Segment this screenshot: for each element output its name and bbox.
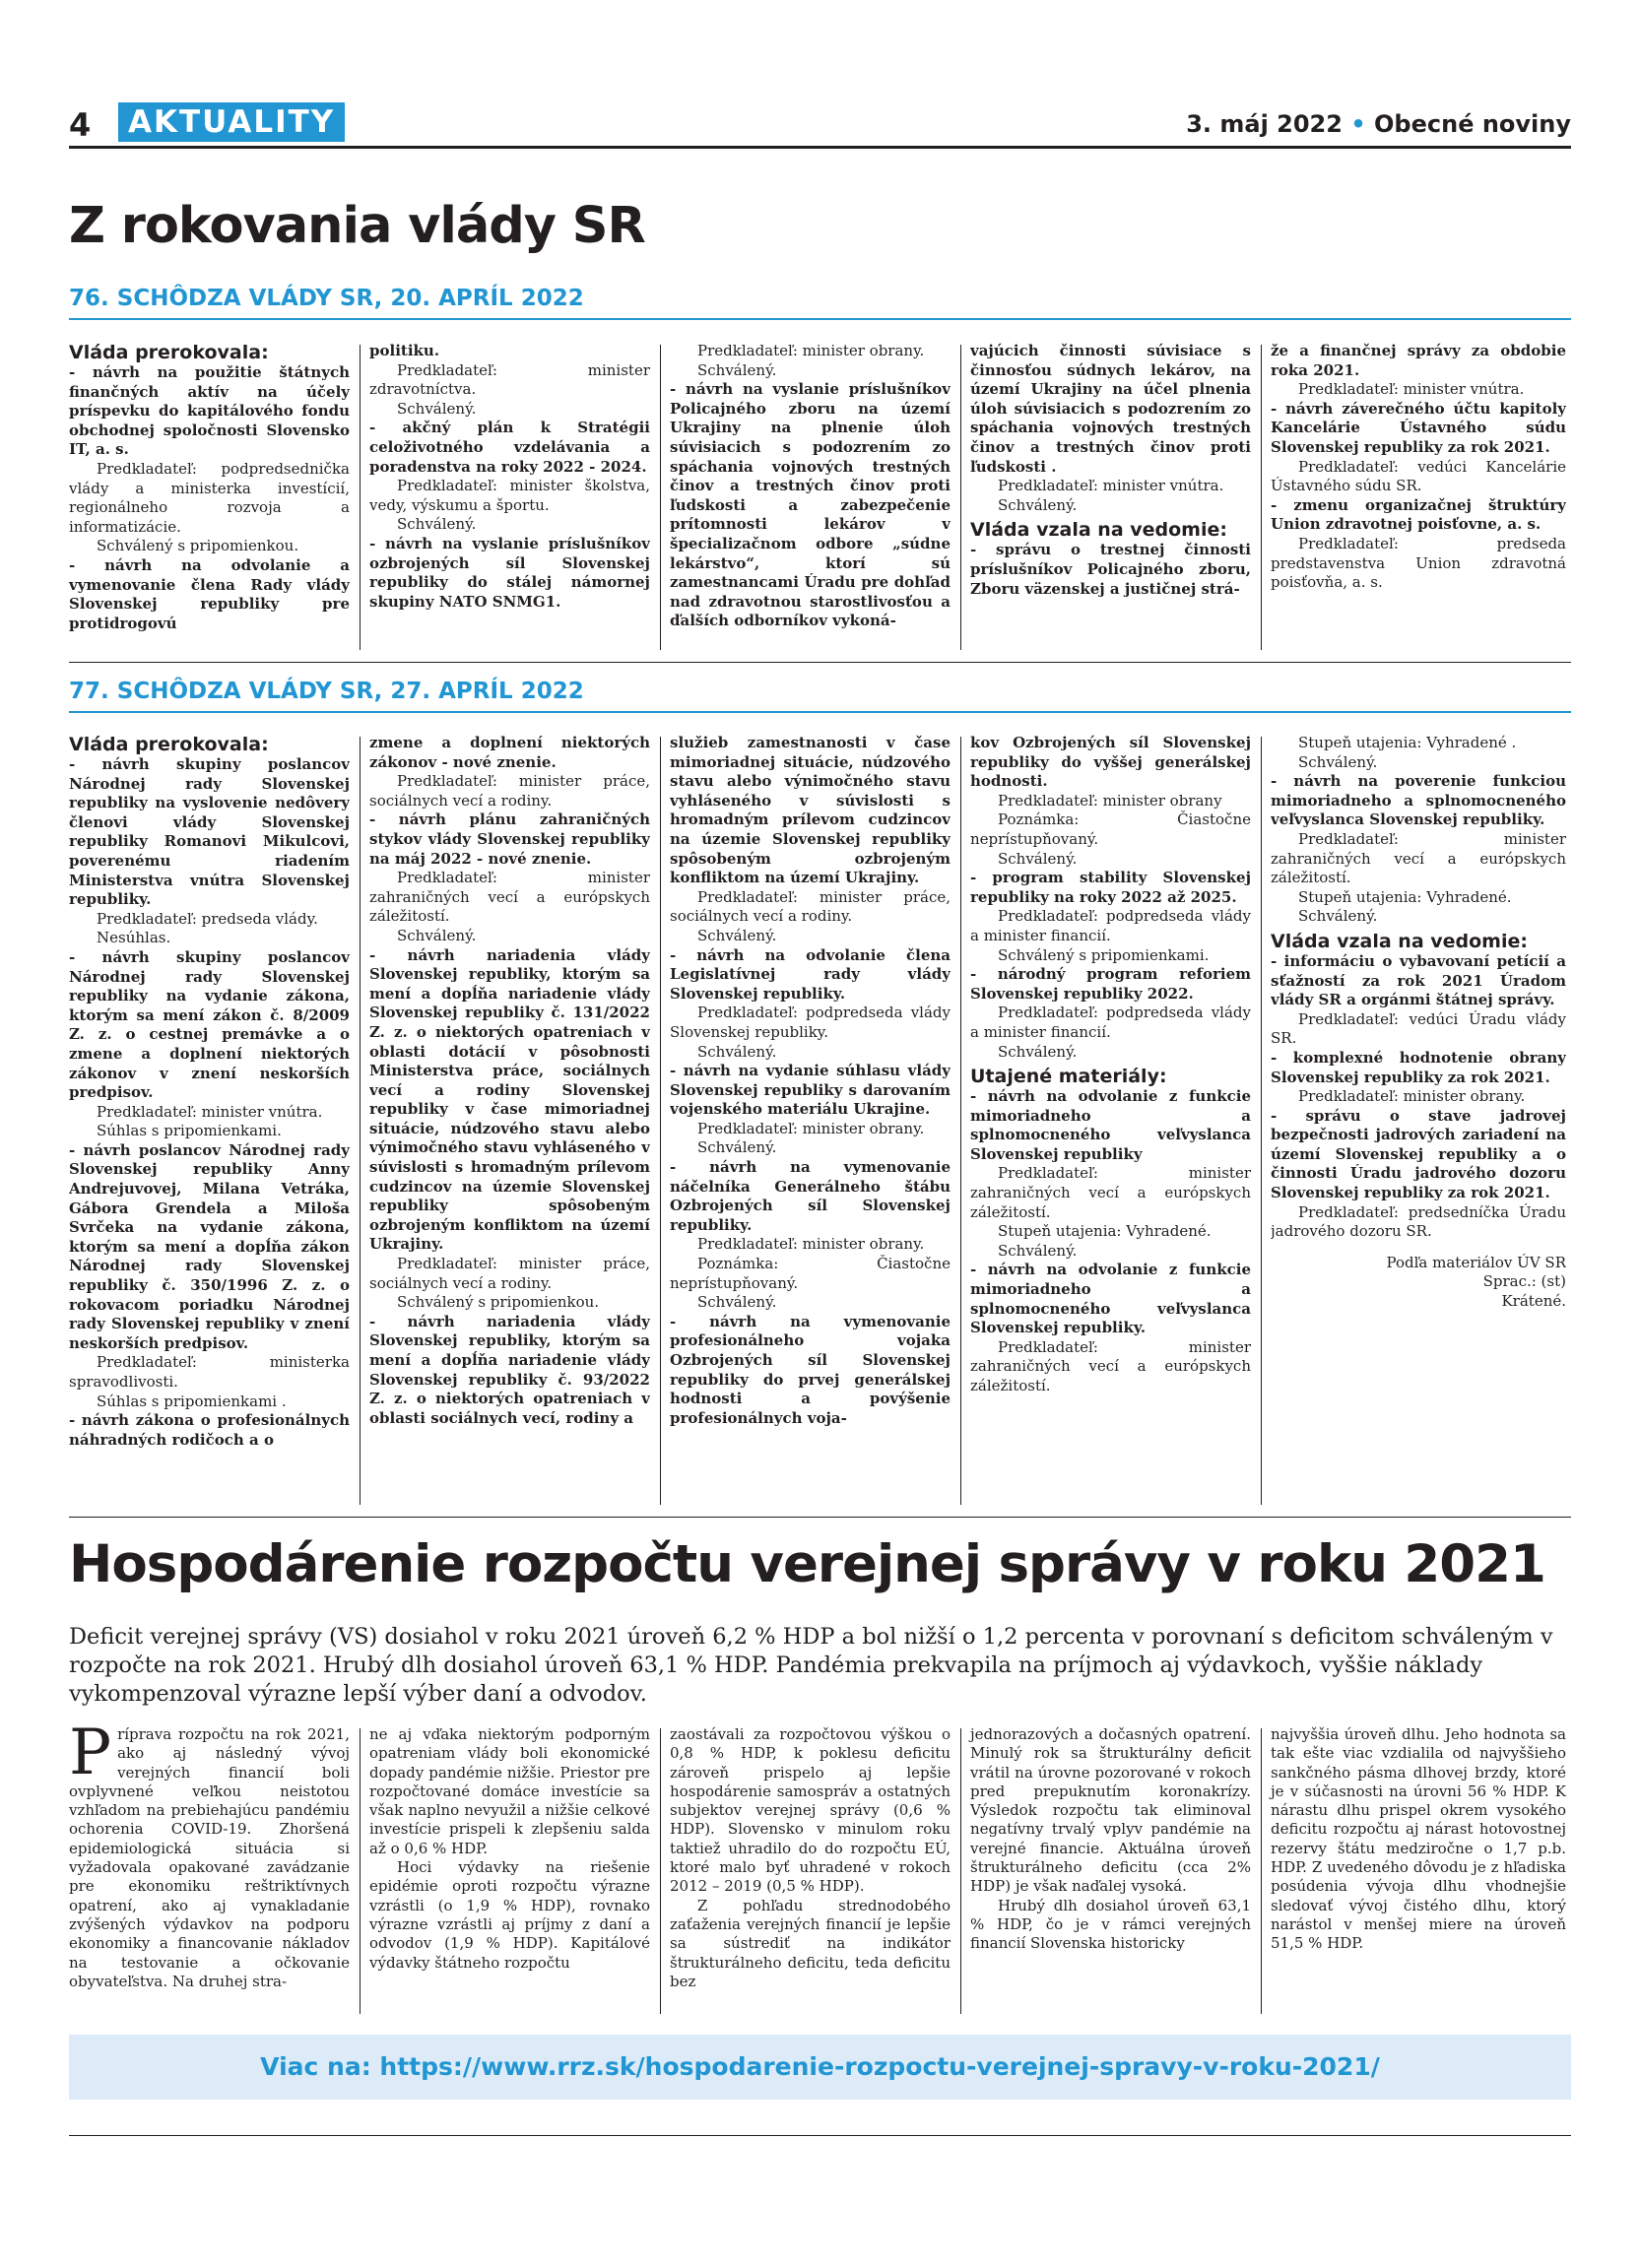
agenda-detail: Stupeň utajenia: Vyhradené. [1298,887,1512,906]
agenda-detail: Schválený s pripomienkou. [397,1293,600,1312]
agenda-detail: Schválený. [697,1042,777,1061]
agenda-detail: Predkladateľ: minister školstva, vedy, výskumu a športu. [369,477,650,514]
agenda-detail: Predkladateľ: predsedníčka Úradu jadrového dozoru SR. [1271,1202,1566,1241]
page-number: 4 [69,106,92,144]
session77-rule [69,711,1571,713]
agenda-item: - akčný plán k Stratégii celoživotného vzdelávania a poradenstva na roky 2022 - 2024. [369,419,650,476]
agenda-item: - program stability Slovenskej republiky na roky 2022 až 2025. [970,869,1251,906]
s76-column-4 [970,342,1251,647]
section-heading: Vláda vzala na vedomie: [970,519,1227,542]
column-divider [360,345,361,650]
agenda-item: - správu o trestnej činnosti príslušníkov Policajného zboru, Zboru väzenskej a justičnej strá- [970,541,1251,598]
s77-column-4 [970,734,1251,1507]
source-note: Sprac.: (st) [1482,1272,1566,1291]
footer-rule [69,2135,1571,2136]
agenda-detail: Schválený. [397,399,477,418]
agenda-detail: Predkladateľ: minister vnútra. [1298,380,1525,399]
column-divider [1261,1728,1262,2014]
agenda-detail: Predkladateľ: minister zdravotníctva. [369,360,650,399]
column-divider [960,1728,961,2014]
agenda-detail: Predkladateľ: minister vnútra. [998,477,1224,495]
paragraph: jednorazových a dočasných opatrení. Minulý rok sa štrukturálny deficit vrátil na úrovne pozorované v rokoch pred prepuknutím koronakrízy. Výsledok rozpočtu tak eliminoval negatívny trvalý vplyv pandémie na verejné financie. Aktuálna úroveň štrukturálneho deficitu (cca 2% HDP) je však naďalej vysoká. [970,1725,1251,1896]
paragraph: zaostávali za rozpočtovou výškou o 0,8 % HDP, k poklesu deficitu zároveň prispelo aj lepšie hospodárenie samospráv a ostatných subjektov verejnej správy (0,6 % HDP). Slovensko v minulom roku taktiež uhradilo do do rozpočtu EÚ, ktoré malo byť uhradené v rokoch 2012 – 2019 (0,5 % HDP). [670,1725,951,1896]
paragraph: najvyššia úroveň dlhu. Jeho hodnota sa tak ešte viac vzdialila od najvyššieho sankčného pásma dlhovej brzdy, ktoré je v súčasnosti na úrovni 56 % HDP. K nárastu dlhu prispel okrem vysokého deficitu rozpočtu aj nárast hotovostnej rezervy štátu medziročne o 1,7 p.b. HDP. Z uvedeného dôvodu je z hľadiska posúdenia vývoja dlhu vhodnejšie sledovať vývoj čistého dlhu, ktorý narástol v menšej miere na úroveň 51,5 % HDP. [1271,1725,1566,1953]
issue-date: 3. máj 2022 [1186,110,1343,138]
section-heading: Vláda vzala na vedomie: [1271,930,1528,952]
agenda-item: kov Ozbrojených síl Slovenskej republiky do vyššej generálskej hodnosti. [970,734,1251,791]
agenda-item: - národný program reforiem Slovenskej republiky 2022. [970,965,1251,1003]
bullet-separator: • [1350,110,1366,138]
agenda-detail: Schválený. [998,1042,1078,1061]
agenda-item: - zmenu organizačnej štruktúry Union zdravotnej poisťovne, a. s. [1271,495,1566,534]
source-note: Podľa materiálov ÚV SR [1386,1253,1566,1271]
agenda-detail: Predkladateľ: podpredseda vlády a minister financií. [970,907,1251,944]
agenda-detail: Schválený. [397,515,477,534]
agenda-detail: Predkladateľ: minister práce, sociálnych vecí a rodiny. [369,1255,650,1292]
s77-column-3 [670,734,951,1507]
s76-column-3 [670,342,951,647]
session-rule [69,662,1571,663]
agenda-item: - návrh na odvolanie z funkcie mimoriadneho a splnomocneného veľvyslanca Slovenskej republiky [970,1087,1251,1163]
article2-lead: Deficit verejnej správy (VS) dosiahol v roku 2021 úroveň 6,2 % HDP a bol nižší o 1,2 percenta v porovnaní s deficitom schváleným v rozpočte na rok 2021. Hrubý dlh dosiahol úroveň 63,1 % HDP. Pandémia prekvapila na príjmoch aj výdavkoch, vyššie náklady vykompenzoval výrazne lepší výber daní a odvodov. [69,1624,1553,1707]
session76-heading: 76. SCHÔDZA VLÁDY SR, 20. APRÍL 2022 [69,286,584,311]
header-rule [69,146,1571,149]
article2-title: Hospodárenie rozpočtu verejnej správy v roku 2021 [69,1534,1545,1594]
agenda-item: že a finančnej správy za obdobie roka 2021. [1271,342,1566,379]
agenda-item: - návrh na odvolanie z funkcie mimoriadneho a splnomocneného veľvyslanca Slovenskej republiky. [970,1261,1251,1337]
agenda-detail: Predkladateľ: podpredseda vlády Slovenskej republiky. [670,1004,951,1041]
agenda-detail: Predkladateľ: vedúci Kancelárie Ústavného súdu SR. [1271,457,1566,495]
issue-info [1186,110,1571,138]
section-heading: Utajené materiály: [970,1066,1167,1088]
agenda-item: - návrh na odvolanie člena Legislatívnej rady vlády Slovenskej republiky. [670,945,951,1003]
s76-column-2 [369,342,650,647]
source-note: Krátené. [1501,1292,1566,1311]
paragraph: Hoci výdavky na riešenie epidémie oproti rozpočtu výrazne vzrástli (o 1,9 % HDP), rovnako výrazne vzrástli aj príjmy z daní a odvodov (1,9 % HDP). Kapitálové výdavky štátneho rozpočtu [369,1858,650,1972]
agenda-detail: Stupeň utajenia: Vyhradené . [1298,734,1517,751]
section-heading: Vláda prerokovala: [69,734,269,755]
s77-column-2 [369,734,650,1507]
drop-cap: P [69,1717,112,1789]
agenda-detail: Poznámka: Čiastočne neprístupňovaný. [970,810,1251,848]
agenda-detail: Predkladateľ: podpredseda vlády a minister financií. [970,1004,1251,1041]
agenda-detail: Predkladateľ: minister práce, sociálnych vecí a rodiny. [670,887,951,926]
agenda-detail: Schválený. [998,1241,1078,1260]
agenda-detail: Poznámka: Čiastočne neprístupňovaný. [670,1255,951,1292]
agenda-detail: Predkladateľ: minister zahraničných vecí a európskych záležitostí. [369,869,650,926]
agenda-item: - informáciu o vybavovaní petícií a sťažností za rok 2021 Úradom vlády SR a orgánmi štátnej správy. [1271,951,1566,1009]
a2-column-1 [69,1717,350,1991]
agenda-item: - návrh na vyslanie príslušníkov Policajného zboru na území Ukrajiny na plnenie úloh súvisiacich s podozrením zo spáchania vojnových trestných činov a trestných činov proti ľudskosti a zabezpečenie prítomnosti lekárov v špecializačnom odbore „súdne lekárstvo“, ktorí sú zamestnancami Úradu pre dohľad nad zdravotnou starostlivosťou a ďalších odborníkov vykoná- [670,380,951,630]
agenda-detail: Schválený s pripomienkami. [998,945,1210,964]
agenda-detail: Schválený. [397,926,477,944]
article-separator [69,1517,1571,1518]
agenda-item: - návrh na vymenovanie náčelníka Generálneho štábu Ozbrojených síl Slovenskej republiky. [670,1158,951,1234]
agenda-detail: Predkladateľ: minister zahraničných vecí a európskych záležitostí. [970,1337,1251,1394]
page-header [69,102,1571,152]
agenda-item: vajúcich činnosti súvisiace s činnosťou súdnych lekárov, na území Ukrajiny na účel plnenia úloh súvisiacich s podozrením zo spáchania vojnových trestných činov a trestných činov proti ľudskosti . [970,342,1251,476]
agenda-item: - komplexné hodnotenie obrany Slovenskej republiky za rok 2021. [1271,1048,1566,1086]
column-divider [1261,345,1262,650]
a2-column-2 [369,1725,650,1973]
agenda-detail: Schválený. [697,926,777,944]
session77-heading: 77. SCHÔDZA VLÁDY SR, 27. APRÍL 2022 [69,679,584,704]
a2-column-3 [670,1725,951,1991]
agenda-detail: Predkladateľ: vedúci Úradu vlády SR. [1271,1009,1566,1048]
agenda-detail: Schválený. [697,1138,777,1157]
agenda-detail: Súhlas s pripomienkami. [97,1122,282,1140]
column-divider [960,345,961,650]
agenda-detail: Predkladateľ: predseda vlády. [97,909,318,928]
agenda-item: - návrh plánu zahraničných stykov vlády Slovenskej republiky na máj 2022 - nové znenie. [369,810,650,868]
s77-column-1 [69,734,350,1507]
agenda-detail: Predkladateľ: minister obrany. [697,342,925,359]
agenda-item: - návrh na odvolanie a vymenovanie člena Rady vlády Slovenskej republiky pre protidrogovú [69,555,350,632]
agenda-detail: Predkladateľ: podpredsednička vlády a ministerka investícií, regionálneho rozvoja a informatizácie. [69,459,350,536]
agenda-detail: Schválený. [1298,752,1378,771]
agenda-detail: Predkladateľ: minister obrany. [697,1235,925,1254]
agenda-detail: Stupeň utajenia: Vyhradené. [998,1222,1212,1241]
agenda-item: - návrh nariadenia vlády Slovenskej republiky, ktorým sa mení a dopĺňa nariadenie vlády Slovenskej republiky č. 131/2022 Z. z. o niektorých opatreniach v oblasti dotácií v pôsobnosti Ministerstva práce, sociálnych vecí a rodiny Slovenskej republiky v čase mimoriadnej situácie, núdzového stavu alebo výnimočného stavu vyhláseného v súvislosti s hromadným prílevom cudzincov na územie Slovenskej republiky spôsobeným ozbrojeným konfliktom na území Ukrajiny. [369,945,650,1254]
agenda-detail: Predkladateľ: minister zahraničných vecí a európskych záležitostí. [1271,829,1566,887]
column-divider [660,737,661,1505]
column-divider [660,345,661,650]
more-info-link[interactable]: Viac na: https://www.rrz.sk/hospodarenie-rozpoctu-verejnej-spravy-v-roku-2021/ [69,2035,1571,2100]
agenda-detail: Predkladateľ: minister práce, sociálnych vecí a rodiny. [369,772,650,810]
agenda-detail: Schválený. [998,849,1078,868]
agenda-detail: Schválený s pripomienkou. [97,537,299,555]
section-heading: Vláda prerokovala: [69,342,269,363]
paragraph: Hrubý dlh dosiahol úroveň 63,1 % HDP, čo je v rámci verejných financií Slovenska historicky [970,1896,1251,1953]
session76-rule [69,318,1571,320]
column-divider [660,1728,661,2014]
section-rubric: AKTUALITY [118,102,345,142]
agenda-detail: Predkladateľ: minister zahraničných vecí a európskych záležitostí. [970,1164,1251,1221]
a2-column-4 [970,1725,1251,1954]
a2-col1-text: ríprava rozpočtu na rok 2021, ako aj následný vývoj verejných financií boli ovplyvnené veľkou neistotou vzhľadom na prebiehajúcu pandémiu ochorenia COVID-19. Zhoršená epidemiologická situácia si vyžadovala opakované zavádzanie pre ekonomiku reštriktívnych opatrení, ako aj vynakladanie zvýšených výdavkov na podporu ekonomiky a financovanie nákladov na testovanie a očkovanie obyvateľstva. Na druhej stra- [69,1725,350,1990]
agenda-detail: Predkladateľ: minister vnútra. [97,1102,323,1121]
agenda-detail: Predkladateľ: minister obrany [998,791,1222,810]
agenda-detail: Schválený. [697,360,777,379]
agenda-detail: Schválený. [1298,907,1378,926]
agenda-item: služieb zamestnanosti v čase mimoriadnej situácie, núdzového stavu alebo výnimočného stavu vyhláseného v súvislosti s hromadným prílevom cudzincov na územie Slovenskej republiky spôsobeným ozbrojeným konfliktom na území Ukrajiny. [670,734,951,887]
agenda-item: - návrh na poverenie funkciou mimoriadneho a splnomocneného veľvyslanca Slovenskej republiky. [1271,772,1566,829]
agenda-item: - návrh na vymenovanie profesionálneho vojaka Ozbrojených síl Slovenskej republiky do prvej generálskej hodnosti a povýšenie profesionálnych voja- [670,1312,951,1427]
column-divider [360,1728,361,2014]
agenda-detail: Predkladateľ: ministerka spravodlivosti. [69,1353,350,1391]
paragraph: Z pohľadu strednodobého zaťaženia verejných financií je lepšie sa sústrediť na indikátor štrukturálneho deficitu, teda deficitu bez [670,1896,951,1990]
agenda-item: - návrh skupiny poslancov Národnej rady Slovenskej republiky na vyslovenie nedôvery členovi vlády Slovenskej republiky Romanovi Mikulcovi, poverenému riadením Ministerstva vnútra Slovenskej republiky. [69,755,350,909]
column-divider [360,737,361,1505]
column-divider [960,737,961,1505]
agenda-item: - návrh nariadenia vlády Slovenskej republiky, ktorým sa mení a dopĺňa nariadenie vlády Slovenskej republiky č. 93/2022 Z. z. o niektorých opatreniach v oblasti sociálnych vecí, rodiny a [369,1312,650,1427]
agenda-item: - návrh záverečného účtu kapitoly Kancelárie Ústavného súdu Slovenskej republiky za rok 2021. [1271,399,1566,456]
s76-column-5 [1271,342,1566,647]
agenda-detail: Schválený. [697,1293,777,1312]
agenda-detail: Nesúhlas. [97,929,171,947]
s76-column-1 [69,342,350,647]
agenda-detail: Schválený. [998,495,1078,514]
agenda-detail: Predkladateľ: predseda predstavenstva Union zdravotná poisťovňa, a. s. [1271,534,1566,592]
paragraph: ne aj vďaka niektorým podporným opatreniam vlády boli ekonomické dopady pandémie nižšie. Priestor pre rozpočtované domáce investície sa však naplno nevyužil a nižšie celkové investície prispeli k zlepšeniu salda až o 0,6 % HDP. [369,1725,650,1857]
article-title: Z rokovania vlády SR [69,197,645,255]
column-divider [1261,737,1262,1505]
agenda-item: - návrh na vyslanie príslušníkov ozbrojených síl Slovenskej republiky do stálej námornej skupiny NATO SNMG1. [369,534,650,611]
publication-name: Obecné noviny [1374,110,1571,138]
agenda-item: - správu o stave jadrovej bezpečnosti jadrových zariadení na území Slovenskej republiky a o činnosti Úradu jadrového dozoru Slovenskej republiky za rok 2021. [1271,1106,1566,1202]
agenda-detail: Súhlas s pripomienkami . [97,1392,287,1410]
agenda-item: politiku. [369,342,440,359]
agenda-item: - návrh skupiny poslancov Národnej rady Slovenskej republiky na vydanie zákona, ktorým sa mení zákon č. 8/2009 Z. z. o cestnej premávke a o zmene a doplnení niektorých zákonov v znení neskorších predpisov. [69,947,350,1102]
spacer [1271,1242,1566,1254]
agenda-item: zmene a doplnení niektorých zákonov - nové znenie. [369,734,650,771]
agenda-detail: Predkladateľ: minister obrany. [1298,1087,1526,1106]
a2-column-5 [1271,1725,1566,1954]
agenda-item: - návrh na použitie štátnych finančných aktív na účely príspevku do kapitálového fondu obchodnej spoločnosti Slovensko IT, a. s. [69,363,350,459]
agenda-item: - návrh zákona o profesionálnych náhradných rodičoch a o [69,1411,350,1449]
agenda-item: - návrh poslancov Národnej rady Slovenskej republiky Anny Andrejuvovej, Milana Vetráka, Gábora Grendela a Miloša Svrčeka na vydanie zákona, ktorým sa mení a dopĺňa zákon Národnej rady Slovenskej republiky č. 350/1996 Z. z. o rokovacom poriadku Národnej rady Slovenskej republiky v znení neskorších predpisov. [69,1140,350,1352]
agenda-item: - návrh na vydanie súhlasu vlády Slovenskej republiky s darovaním vojenského materiálu Ukrajine. [670,1062,951,1119]
s77-column-5 [1271,734,1566,1507]
agenda-detail: Predkladateľ: minister obrany. [697,1119,925,1137]
